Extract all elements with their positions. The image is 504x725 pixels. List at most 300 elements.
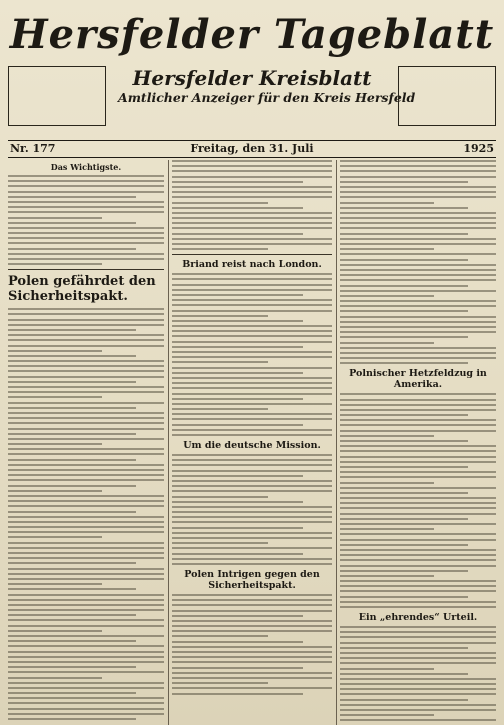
text-line	[8, 175, 164, 177]
text-line	[340, 316, 496, 318]
text-line	[172, 547, 332, 549]
text-line	[340, 362, 468, 364]
column-3	[340, 160, 496, 725]
text-line	[172, 335, 332, 337]
text-line	[8, 201, 164, 203]
text-line	[340, 699, 468, 701]
text-line	[340, 507, 496, 509]
text-line	[340, 544, 468, 546]
text-line	[340, 170, 496, 172]
text-line	[8, 692, 136, 694]
text-line	[172, 191, 332, 193]
text-line	[172, 310, 332, 312]
text-line	[8, 469, 164, 471]
text-line	[340, 243, 496, 245]
dateline-bar	[8, 140, 496, 158]
text-line	[340, 673, 468, 675]
text-line	[340, 554, 496, 556]
text-line	[340, 321, 496, 323]
text-line	[172, 480, 332, 482]
text-line	[340, 207, 468, 209]
text-line	[340, 559, 496, 561]
text-line	[340, 580, 496, 582]
text-line	[8, 339, 164, 341]
text-line	[8, 604, 164, 606]
text-line	[8, 635, 164, 637]
text-line	[340, 518, 468, 520]
text-line	[8, 557, 164, 559]
text-line	[340, 217, 496, 219]
text-line	[172, 470, 332, 472]
text-line	[340, 279, 496, 281]
text-line	[8, 365, 164, 367]
text-line	[172, 248, 268, 250]
text-line	[340, 165, 496, 167]
text-line	[340, 233, 468, 235]
text-line	[340, 606, 496, 608]
text-line	[172, 542, 268, 544]
text-line	[8, 222, 136, 224]
text-line	[340, 404, 496, 406]
text-line	[340, 502, 496, 504]
text-line	[172, 661, 332, 663]
text-line	[172, 604, 332, 606]
text-line	[8, 645, 164, 647]
text-line	[8, 370, 164, 372]
text-line	[8, 640, 136, 642]
text-line	[340, 575, 434, 577]
text-line	[340, 662, 496, 664]
text-line	[8, 258, 164, 260]
text-line	[340, 191, 496, 193]
text-line	[172, 372, 303, 374]
text-line	[340, 539, 496, 541]
text-line	[340, 513, 496, 515]
text-line	[172, 620, 332, 622]
text-line	[172, 315, 268, 317]
text-line	[8, 578, 164, 580]
text-line	[8, 651, 164, 653]
text-line	[8, 521, 164, 523]
article-text	[172, 594, 332, 695]
text-line	[172, 351, 332, 353]
text-line	[8, 396, 102, 398]
text-line	[172, 672, 332, 674]
subscription-info-box	[8, 66, 106, 126]
text-line	[172, 599, 332, 601]
text-line	[8, 412, 164, 414]
text-line	[172, 424, 303, 426]
text-line	[172, 490, 332, 492]
text-line	[172, 635, 268, 637]
text-line	[8, 459, 136, 461]
text-line	[8, 433, 136, 435]
text-line	[8, 677, 102, 679]
text-line	[8, 505, 164, 507]
text-line	[172, 485, 332, 487]
text-line	[8, 552, 164, 554]
text-line	[8, 464, 164, 466]
text-line	[172, 227, 332, 229]
article-headline: Polnischer Hetzfeldzug in Amerika.	[349, 368, 487, 391]
text-line	[172, 646, 332, 648]
text-line	[8, 625, 164, 627]
text-line	[8, 180, 164, 182]
column-2	[172, 160, 332, 725]
text-line	[340, 719, 496, 721]
text-line	[340, 626, 496, 628]
text-line	[340, 414, 468, 416]
text-line	[8, 308, 164, 310]
text-line	[8, 479, 164, 481]
text-line	[340, 248, 434, 250]
text-line	[8, 329, 136, 331]
text-line	[340, 176, 496, 178]
text-line	[172, 532, 332, 534]
text-line	[8, 619, 164, 621]
text-line	[172, 667, 303, 669]
text-line	[172, 165, 332, 167]
text-line	[8, 324, 164, 326]
text-line	[8, 614, 136, 616]
text-line	[340, 435, 434, 437]
text-line	[8, 666, 136, 668]
text-line	[172, 682, 268, 684]
text-line	[340, 393, 496, 395]
text-line	[172, 641, 303, 643]
text-line	[8, 402, 164, 404]
text-line	[172, 594, 332, 596]
issue-date: Freitag, den 31. Juli	[190, 142, 314, 155]
text-line	[8, 599, 164, 601]
text-line	[8, 708, 164, 710]
text-line	[172, 207, 303, 209]
text-line	[172, 284, 332, 286]
official-gazette-line: Amtlicher Anzeiger für den Kreis Hersfeld	[118, 90, 416, 105]
text-line	[340, 693, 496, 695]
text-line	[340, 570, 468, 572]
text-line	[172, 501, 303, 503]
text-line	[340, 657, 496, 659]
text-line	[8, 547, 164, 549]
text-line	[172, 387, 332, 389]
text-line	[172, 325, 332, 327]
text-line	[340, 678, 496, 680]
text-line	[8, 656, 164, 658]
text-line	[340, 424, 496, 426]
text-line	[340, 636, 496, 638]
text-line	[8, 511, 136, 513]
text-line	[340, 336, 468, 338]
text-line	[340, 196, 496, 198]
text-line	[340, 253, 496, 255]
text-line	[172, 558, 332, 560]
text-line	[172, 398, 303, 400]
text-line	[172, 511, 332, 513]
text-line	[340, 590, 496, 592]
text-line	[8, 422, 164, 424]
text-line	[340, 461, 496, 463]
text-line	[340, 704, 496, 706]
text-line	[172, 176, 332, 178]
text-line	[172, 454, 332, 456]
text-line	[340, 259, 468, 261]
article-headline: Polen gefährdet den Sicherheitspakt.	[8, 274, 156, 305]
text-line	[340, 264, 496, 266]
text-line	[172, 186, 332, 188]
summary-heading: Das Wichtigste.	[50, 162, 122, 172]
issue-number: Nr. 177	[10, 142, 56, 155]
text-line	[172, 651, 332, 653]
text-line	[340, 482, 434, 484]
divider	[8, 269, 164, 270]
text-line	[8, 594, 164, 596]
text-line	[340, 399, 496, 401]
text-line	[172, 563, 332, 565]
text-line	[8, 573, 164, 575]
text-line	[340, 456, 496, 458]
text-line	[8, 237, 164, 239]
text-line	[8, 196, 136, 198]
text-line	[340, 352, 496, 354]
text-line	[340, 688, 496, 690]
text-line	[8, 350, 102, 352]
text-line	[8, 386, 164, 388]
article-text	[172, 273, 332, 436]
article-text	[340, 160, 496, 364]
column-1	[8, 160, 164, 725]
masthead-subrow	[8, 66, 496, 136]
text-line	[340, 181, 468, 183]
column-rule	[336, 160, 337, 725]
text-line	[340, 445, 496, 447]
text-line	[172, 553, 303, 555]
article-columns	[8, 160, 496, 725]
text-line	[172, 330, 332, 332]
article-headline: Polen Intrigen gegen den Sicherheitspakt.	[184, 568, 320, 591]
text-line	[340, 440, 468, 442]
text-line	[8, 536, 102, 538]
text-line	[8, 713, 164, 715]
text-line	[8, 334, 164, 336]
text-line	[8, 407, 136, 409]
text-line	[172, 693, 303, 695]
text-line	[340, 269, 496, 271]
text-line	[8, 376, 164, 378]
text-line	[8, 417, 164, 419]
text-line	[172, 299, 332, 301]
text-line	[8, 583, 102, 585]
article-headline: Ein „ehrendes“ Urteil.	[358, 612, 478, 623]
text-line	[340, 533, 496, 535]
article-text	[340, 626, 496, 725]
text-line	[172, 429, 332, 431]
text-line	[172, 346, 303, 348]
text-line	[340, 476, 496, 478]
text-line	[340, 471, 496, 473]
article-text	[172, 454, 332, 565]
text-line	[8, 263, 102, 265]
text-line	[172, 202, 268, 204]
text-line	[8, 391, 164, 393]
text-line	[8, 248, 136, 250]
text-line	[8, 227, 164, 229]
text-line	[340, 409, 496, 411]
article-text	[8, 175, 164, 265]
text-line	[172, 233, 303, 235]
text-line	[172, 625, 332, 627]
text-line	[8, 381, 136, 383]
text-line	[8, 448, 164, 450]
text-line	[340, 487, 496, 489]
text-line	[340, 347, 496, 349]
text-line	[8, 531, 164, 533]
text-line	[340, 668, 434, 670]
text-line	[340, 357, 496, 359]
text-line	[172, 496, 268, 498]
text-line	[172, 294, 303, 296]
text-line	[8, 345, 164, 347]
text-line	[172, 475, 303, 477]
text-line	[340, 565, 496, 567]
text-line	[340, 466, 468, 468]
text-line	[8, 217, 102, 219]
text-line	[172, 434, 332, 436]
masthead-subtitle-block	[118, 66, 416, 106]
text-line	[172, 537, 332, 539]
newspaper-title: Hersfelder Tageblatt	[9, 11, 495, 58]
text-line	[340, 274, 496, 276]
text-line	[340, 300, 496, 302]
kreisblatt-title: Hersfelder Kreisblatt	[132, 66, 372, 90]
masthead	[8, 6, 496, 64]
text-line	[172, 341, 332, 343]
text-line	[172, 320, 303, 322]
text-line	[8, 253, 164, 255]
text-line	[8, 232, 164, 234]
text-line	[8, 428, 164, 430]
article-text	[172, 160, 332, 250]
text-line	[340, 601, 496, 603]
text-line	[172, 382, 332, 384]
text-line	[8, 474, 164, 476]
text-line	[8, 516, 164, 518]
text-line	[8, 682, 164, 684]
text-line	[8, 443, 102, 445]
column-rule	[168, 160, 169, 725]
text-line	[340, 683, 496, 685]
text-line	[8, 185, 164, 187]
text-line	[8, 485, 136, 487]
text-line	[172, 403, 332, 405]
text-line	[8, 697, 164, 699]
text-line	[172, 361, 268, 363]
issue-year: 1925	[463, 142, 494, 155]
text-line	[340, 528, 434, 530]
text-line	[172, 212, 332, 214]
text-line	[340, 326, 496, 328]
text-line	[8, 242, 164, 244]
text-line	[172, 521, 332, 523]
text-line	[8, 206, 164, 208]
text-line	[8, 453, 164, 455]
text-line	[340, 186, 496, 188]
text-line	[8, 360, 164, 362]
text-line	[340, 310, 468, 312]
text-line	[8, 588, 136, 590]
text-line	[8, 661, 164, 663]
text-line	[172, 367, 332, 369]
text-line	[172, 677, 332, 679]
text-line	[172, 464, 332, 466]
text-line	[8, 702, 164, 704]
text-line	[340, 212, 496, 214]
text-line	[340, 238, 496, 240]
text-line	[340, 523, 496, 525]
text-line	[340, 227, 496, 229]
price-info-box	[398, 66, 496, 126]
text-line	[172, 170, 332, 172]
text-line	[8, 211, 164, 213]
text-line	[8, 671, 164, 673]
text-line	[8, 568, 164, 570]
text-line	[340, 549, 496, 551]
text-line	[172, 356, 332, 358]
text-line	[172, 238, 332, 240]
text-line	[8, 495, 164, 497]
text-line	[172, 289, 332, 291]
text-line	[172, 630, 332, 632]
text-line	[172, 615, 303, 617]
text-line	[340, 202, 434, 204]
text-line	[172, 393, 332, 395]
text-line	[172, 459, 332, 461]
text-line	[172, 160, 332, 162]
text-line	[8, 438, 164, 440]
text-line	[172, 527, 303, 529]
article-text	[340, 393, 496, 608]
text-line	[8, 355, 136, 357]
text-line	[8, 609, 164, 611]
text-line	[340, 290, 496, 292]
text-line	[172, 278, 332, 280]
text-line	[340, 342, 434, 344]
text-line	[8, 526, 164, 528]
text-line	[340, 222, 496, 224]
text-line	[340, 295, 434, 297]
text-line	[340, 430, 496, 432]
text-line	[8, 562, 136, 564]
text-line	[172, 377, 332, 379]
article-text	[8, 308, 164, 720]
text-line	[172, 687, 332, 689]
article-headline: Briand reist nach London.	[182, 259, 322, 271]
text-line	[340, 647, 468, 649]
text-line	[172, 304, 332, 306]
text-line	[340, 585, 496, 587]
text-line	[172, 217, 332, 219]
text-line	[340, 305, 496, 307]
text-line	[340, 419, 496, 421]
text-line	[340, 652, 496, 654]
text-line	[340, 631, 496, 633]
article-headline: Um die deutsche Mission.	[183, 440, 321, 451]
text-line	[340, 596, 468, 598]
text-line	[172, 181, 303, 183]
divider	[172, 254, 332, 255]
text-line	[340, 331, 496, 333]
text-line	[172, 196, 332, 198]
